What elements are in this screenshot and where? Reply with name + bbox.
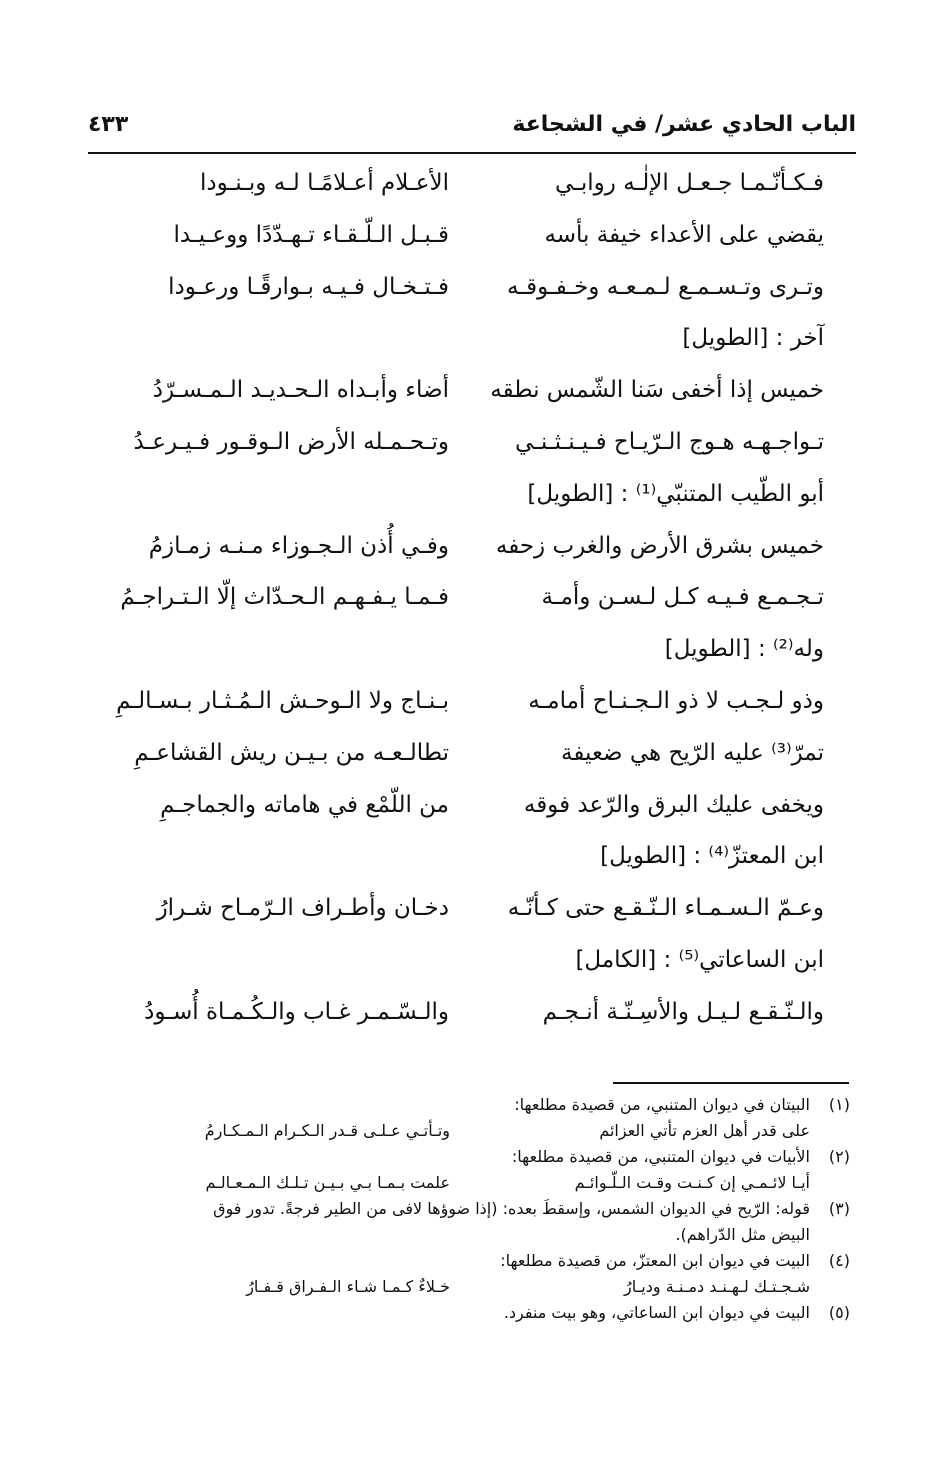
footnote-text: الأبيات في ديوان المتنبي، من قصيدة مطلعها: [511,1147,810,1166]
verse-second-hemistich: أضاء وأبـداه الـحـديـد الـمـسـرّدُ [152,377,449,404]
footnote-line-continued [80,1225,850,1251]
verse-second-hemistich: من اللّمْع في هاماته والجماجـمِ [160,791,449,818]
verse-second-hemistich: وتـحـمـله الأرض الـوقـور فـيـرعـدُ [133,428,449,455]
verse-first-hemistich: وتـرى وتـسـمـع لـمـعـه وخـفـوقـه [507,273,824,300]
verse-first-hemistich: خميس إذا أخفى سَنا الشّمس نطقه [490,377,824,404]
verse-second-hemistich: دخـان وأطـراف الـرّمـاح شـرارُ [156,895,449,922]
footnote-number: (٥) [828,1303,850,1322]
verse-second-hemistich: الأعـلام أعـلامًـا لـه وبـنـودا [199,170,449,196]
footnote-verse [80,1173,850,1199]
chapter-title: الباب الحادي عشر/ في الشجاعة [512,112,856,137]
poet-label: ابن المعتزّ⁽⁴⁾ : [الطويل] [600,843,824,870]
page-number: ٤٣٣ [88,112,129,137]
verse-first-hemistich: يقضي على الأعداء خيفة بأسه [544,221,824,248]
poet-label-row [100,481,824,533]
verse-first-hemistich: خميس بشرق الأرض والغرب زحفه [495,532,824,559]
footnote-line [80,1199,850,1225]
verse-row [100,429,824,481]
footnote-verse-second: وتـأتـي عـلـى قـدر الـكـرام الـمـكـارمُ [204,1121,450,1140]
verse-row [100,584,824,636]
verse-first-hemistich: تـواجـهـه هـوج الـرّيـاح فـيـنـثـنـي [514,428,824,455]
footnote-number: (٣) [828,1199,850,1218]
verse-row [100,533,824,585]
footnote-text: البيض مثل الدّراهم). [675,1225,810,1244]
verse-row [100,740,824,792]
footnote-text: البيت في ديوان ابن المعتزّ، من قصيدة مطلعها: [500,1251,810,1270]
footnote-number: (٤) [828,1251,850,1270]
header-rule [88,152,856,154]
footnote-rule [613,1082,849,1084]
poet-label: وله⁽²⁾ : [الطويل] [664,636,824,663]
poet-label: آخر : [الطويل] [682,325,824,352]
poet-label-row [100,325,824,377]
verse-second-hemistich: تطالـعـه من بـيـن ريش القشاعـمِ [134,739,449,766]
footnote-line [80,1251,850,1277]
footnote-number: (١) [828,1095,850,1114]
footnote-line [80,1303,850,1329]
footnote-verse-second: علمت بـمـا بـي بـيـن تـلـك الـمـعـالـم [205,1173,450,1192]
footnote-text: قوله: الرّيح في الديوان الشمس، وإسقطَ بعده: (إذا ضوؤها لافى من الطير فرجةً. تدور فوق [213,1199,810,1218]
verse-second-hemistich: والـسّـمـر غـاب والـكُـمـاة أُسـودُ [144,998,449,1025]
verse-first-hemistich: وذو لـجـب لا ذو الـجـنـاح أمامـه [528,687,824,714]
running-head [88,112,856,148]
verse-second-hemistich: فـمـا يـفـهـم الـحـدّاث إلّا الـتـراجـمُ [120,584,449,611]
footnote-verse-first: شـجـتـك لـهـنـد دمـنـة وديـارُ [624,1277,810,1296]
footnote-line [80,1095,850,1121]
footnote-verse-first: على قدر أهل العزم تأتي العزائم [599,1121,810,1140]
poem-body [100,170,824,1051]
verse-first-hemistich: والـنّـقـع لـيـل والأسِـنّـة أنـجـم [542,998,824,1025]
footnote-text: البيت في ديوان ابن الساعاتي، وهو بيت منفرد. [503,1303,810,1322]
footnote-text: البيتان في ديوان المتنبي، من قصيدة مطلعها: [514,1095,810,1114]
verse-row [100,688,824,740]
verse-second-hemistich: بـنـاج ولا الـوحـش الـمُـثـار بـسـالـمِ [116,687,449,714]
verse-second-hemistich: قـبـل الـلّـقـاء تـهـدّدًا ووعـيـدا [173,221,449,248]
poet-label-row [100,843,824,895]
verse-row [100,792,824,844]
poet-label: أبو الطّيب المتنبّي⁽¹⁾ : [الطويل] [527,480,824,507]
verse-first-hemistich: تمرّ⁽³⁾ عليه الرّيح هي ضعيفة [561,739,824,766]
verse-second-hemistich: فـتـخـال فـيـه بـوارقًـا ورعـودا [168,273,449,300]
footnote-verse [80,1277,850,1303]
verse-first-hemistich: فـكـأنّـمـا جـعـل الإلٰـه روابـي [554,170,824,196]
footnote-number: (٢) [828,1147,850,1166]
verse-first-hemistich: تـجـمـع فـيـه كـل لـسـن وأمـة [541,584,824,611]
poet-label-row [100,947,824,999]
footnotes [80,1095,850,1329]
poet-label: ابن الساعاتي⁽⁵⁾ : [الكامل] [575,946,824,973]
verse-row [100,895,824,947]
footnote-verse-first: أيـا لائـمـي إن كـنـت وقـت الـلّـوائـم [574,1173,810,1192]
verse-row [100,999,824,1051]
verse-row [100,377,824,429]
footnote-verse [80,1121,850,1147]
verse-second-hemistich: وفـي أُذن الـجـوزاء مـنـه زمـازمُ [148,532,449,559]
verse-first-hemistich: وعـمّ الـسـمـاء الـنّـقـع حتى كـأنّـه [507,895,824,922]
verse-row [100,274,824,326]
footnote-verse-second: خـلاءٌ كـمـا شـاء الـفـراق قـفـارُ [246,1277,450,1296]
footnote-line [80,1147,850,1173]
poet-label-row [100,636,824,688]
verse-first-hemistich: ويخفى عليك البرق والرّعد فوقه [523,791,824,818]
verse-row [100,170,824,222]
verse-row [100,222,824,274]
